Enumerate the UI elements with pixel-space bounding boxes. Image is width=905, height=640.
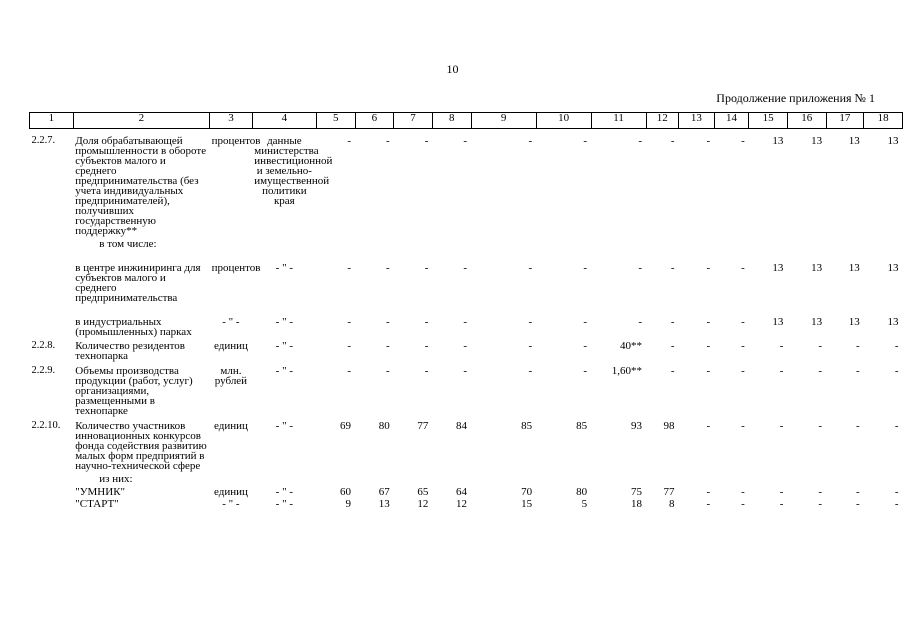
section-label-row — [30, 471, 903, 484]
value-cell: - — [741, 135, 745, 147]
value-cell: - — [779, 365, 784, 377]
row-code — [30, 303, 74, 337]
value-cell: - — [894, 486, 899, 498]
value-cell: - — [818, 498, 823, 510]
table-body — [30, 113, 903, 510]
value-cell: - — [528, 135, 533, 147]
value-cell: 13 — [378, 498, 390, 510]
header-cell-18: 18 — [864, 113, 903, 129]
value-cell: - — [818, 420, 823, 432]
value-cell: - — [670, 262, 675, 274]
value-cell: - — [347, 340, 352, 352]
value-cell: - — [424, 316, 429, 328]
row-code: 2.2.9. — [31, 365, 56, 376]
indicator-name: Доля обрабатывающей промышленности в обороте субъектов малого и среднего предпринимательства (без учета индивидуальных предпринимателей), получивших государственную поддержку** — [75, 135, 207, 237]
indicator-name: в центре инжиниринга для субъектов малого и среднего предпринимательства — [75, 262, 201, 304]
row-code — [30, 497, 74, 509]
value-cell: 85 — [521, 420, 533, 432]
table-row — [30, 129, 903, 237]
header-cell-14: 14 — [714, 113, 749, 129]
value-cell: 12 — [456, 498, 468, 510]
value-cell: 12 — [417, 498, 429, 510]
value-cell: - — [741, 365, 745, 377]
header-cell-11: 11 — [591, 113, 646, 129]
value-cell: - — [741, 316, 745, 328]
value-cell: - — [528, 316, 533, 328]
unit-cell: единиц — [213, 486, 248, 498]
value-cell: - — [386, 365, 390, 377]
value-cell: - — [818, 486, 823, 498]
value-cell: - — [463, 135, 468, 147]
value-cell: 13 — [848, 262, 860, 274]
indicator-name: "УМНИК" — [75, 486, 126, 498]
table-row — [30, 484, 903, 497]
table-row — [30, 361, 903, 416]
value-cell: - — [463, 262, 468, 274]
unit-cell: млн. рублей — [214, 365, 248, 387]
header-cell-7: 7 — [394, 113, 433, 129]
value-cell: - — [528, 262, 533, 274]
source-cell: - " - — [275, 498, 293, 510]
value-cell: - — [741, 262, 745, 274]
header-row — [30, 113, 903, 129]
value-cell: 1,60** — [611, 365, 642, 377]
table-row — [30, 416, 903, 471]
value-cell: 13 — [811, 262, 823, 274]
value-cell: - — [347, 365, 352, 377]
row-code — [30, 484, 74, 497]
header-cell-4: 4 — [252, 113, 316, 129]
value-cell: - — [583, 316, 588, 328]
header-cell-6: 6 — [355, 113, 394, 129]
value-cell: - — [583, 135, 588, 147]
value-cell: - — [638, 262, 642, 274]
source-cell: данные министерства инвестиционной и земельно-имущественной политики края — [254, 135, 333, 207]
indicator-name: Объемы производства продукции (работ, услуг) организациями, размещенными в технопарке — [75, 365, 193, 417]
indicator-name: в индустриальных (промышленных) парках — [75, 316, 192, 338]
value-cell: - — [386, 262, 390, 274]
value-cell: - — [638, 135, 642, 147]
value-cell: - — [706, 262, 711, 274]
value-cell: - — [706, 340, 711, 352]
value-cell: - — [779, 420, 784, 432]
value-cell: 65 — [417, 486, 429, 498]
value-cell: 85 — [576, 420, 588, 432]
value-cell: 13 — [887, 135, 899, 147]
unit-cell: процентов — [211, 135, 261, 147]
value-cell: 13 — [848, 316, 860, 328]
value-cell: - — [818, 365, 823, 377]
value-cell: 9 — [345, 498, 352, 510]
header-cell-15: 15 — [749, 113, 788, 129]
value-cell: 8 — [669, 498, 675, 510]
source-cell: - " - — [275, 365, 293, 377]
value-cell: - — [670, 340, 675, 352]
row-code: 2.2.10. — [31, 420, 61, 431]
value-cell: 98 — [663, 420, 675, 432]
value-cell: - — [856, 365, 860, 377]
value-cell: - — [856, 420, 860, 432]
value-cell: 84 — [456, 420, 468, 432]
indicator-table — [29, 112, 903, 509]
value-cell: 67 — [378, 486, 390, 498]
value-cell: 13 — [811, 316, 823, 328]
header-cell-8: 8 — [432, 113, 471, 129]
unit-cell: - " - — [222, 316, 240, 328]
header-cell-17: 17 — [826, 113, 864, 129]
continuation-caption: Продолжение приложения № 1 — [716, 91, 875, 105]
value-cell: - — [741, 340, 745, 352]
value-cell: 75 — [631, 486, 642, 498]
value-cell: - — [706, 365, 711, 377]
row-code — [30, 249, 74, 303]
section-label: из них: — [99, 473, 133, 485]
unit-cell: - " - — [222, 498, 240, 510]
indicator-name: Количество участников инновационных конкурсов фонда содействия развитию малых форм предприятий в научно-технической сфере — [75, 420, 207, 472]
row-code: 2.2.8. — [31, 340, 56, 351]
value-cell: 13 — [772, 316, 784, 328]
unit-cell: единиц — [213, 340, 248, 352]
value-cell: - — [741, 420, 745, 432]
value-cell: - — [894, 498, 899, 510]
value-cell: - — [528, 340, 533, 352]
header-cell-1: 1 — [30, 113, 74, 129]
value-cell: 5 — [581, 498, 588, 510]
value-cell: 93 — [631, 420, 642, 432]
value-cell: - — [856, 340, 860, 352]
value-cell: - — [583, 262, 588, 274]
header-cell-13: 13 — [679, 113, 715, 129]
header-cell-12: 12 — [646, 113, 679, 129]
value-cell: - — [670, 365, 675, 377]
source-cell: - " - — [275, 420, 293, 432]
value-cell: - — [347, 135, 352, 147]
value-cell: 69 — [340, 420, 352, 432]
value-cell: - — [894, 420, 899, 432]
value-cell: - — [424, 365, 429, 377]
value-cell: - — [386, 340, 390, 352]
value-cell: - — [583, 340, 588, 352]
value-cell: 18 — [631, 498, 642, 510]
unit-cell: единиц — [213, 420, 248, 432]
value-cell: 13 — [848, 135, 860, 147]
value-cell: 13 — [772, 135, 784, 147]
value-cell: - — [463, 340, 468, 352]
source-cell: - " - — [275, 262, 293, 274]
value-cell: - — [386, 135, 390, 147]
value-cell: 80 — [378, 420, 390, 432]
section-label: в том числе: — [99, 238, 157, 250]
header-cell-3: 3 — [210, 113, 253, 129]
table-row — [30, 249, 903, 303]
value-cell: 40** — [620, 340, 642, 352]
value-cell: - — [818, 340, 823, 352]
value-cell: - — [424, 340, 429, 352]
value-cell: - — [583, 365, 588, 377]
value-cell: 60 — [340, 486, 352, 498]
value-cell: - — [856, 498, 860, 510]
value-cell: - — [894, 365, 899, 377]
table-row — [30, 337, 903, 361]
header-cell-10: 10 — [536, 113, 591, 129]
value-cell: - — [779, 486, 784, 498]
value-cell: - — [638, 316, 642, 328]
section-label-row — [30, 236, 903, 249]
value-cell: - — [894, 340, 899, 352]
value-cell: - — [463, 365, 468, 377]
table-row — [30, 497, 903, 509]
indicator-name: "СТАРТ" — [75, 498, 119, 510]
value-cell: - — [706, 486, 711, 498]
value-cell: - — [463, 316, 468, 328]
value-cell: 13 — [887, 316, 899, 328]
value-cell: 77 — [417, 420, 429, 432]
value-cell: - — [706, 316, 711, 328]
value-cell: 80 — [576, 486, 588, 498]
table-row — [30, 303, 903, 337]
value-cell: 13 — [887, 262, 899, 274]
unit-cell: процентов — [211, 262, 261, 274]
value-cell: 64 — [456, 486, 468, 498]
value-cell: - — [347, 262, 352, 274]
value-cell: - — [347, 316, 352, 328]
value-cell: - — [856, 486, 860, 498]
source-cell: - " - — [275, 340, 293, 352]
source-cell: - " - — [275, 316, 293, 328]
value-cell: 15 — [521, 498, 533, 510]
value-cell: - — [386, 316, 390, 328]
value-cell: - — [779, 498, 784, 510]
value-cell: - — [424, 262, 429, 274]
header-cell-5: 5 — [316, 113, 355, 129]
value-cell: - — [670, 316, 675, 328]
page-number: 10 — [446, 62, 459, 76]
header-cell-2: 2 — [73, 113, 209, 129]
source-cell: - " - — [275, 486, 293, 498]
value-cell: 70 — [521, 486, 533, 498]
indicator-name: Количество резидентов технопарка — [75, 340, 185, 362]
value-cell: - — [741, 486, 745, 498]
value-cell: - — [706, 135, 711, 147]
value-cell: 13 — [772, 262, 784, 274]
value-cell: - — [528, 365, 533, 377]
header-cell-9: 9 — [471, 113, 536, 129]
value-cell: - — [670, 135, 675, 147]
value-cell: - — [706, 498, 711, 510]
value-cell: 77 — [663, 486, 675, 498]
value-cell: - — [741, 498, 745, 510]
value-cell: 13 — [811, 135, 823, 147]
value-cell: - — [424, 135, 429, 147]
value-cell: - — [706, 420, 711, 432]
row-code: 2.2.7. — [31, 135, 56, 146]
value-cell: - — [779, 340, 784, 352]
header-cell-16: 16 — [787, 113, 826, 129]
